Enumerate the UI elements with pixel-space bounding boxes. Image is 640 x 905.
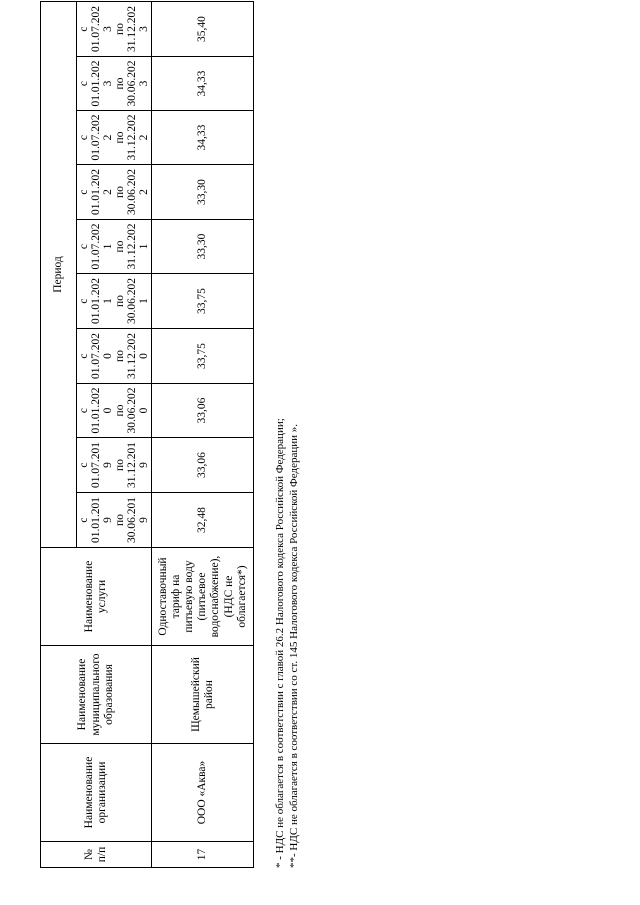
header-municipality: Наименование муниципального образования	[41, 646, 152, 744]
period-cell: с 01.01.2021 по 30.06.2021	[77, 274, 152, 329]
footnotes	[274, 418, 302, 868]
tariff-table	[40, 1, 254, 868]
period-cell: с 01.07.2021 по 31.12.2021	[77, 220, 152, 274]
header-row	[41, 2, 77, 868]
tariff-value: 33,30	[152, 220, 254, 274]
period-cell: с 01.07.2022 по 31.12.2022	[77, 111, 152, 165]
cell-service: Одноставочный тариф на питьевую воду (питьевое водоснабжение), (НДС не облагается*)	[152, 548, 254, 646]
tariff-value: 33,75	[152, 329, 254, 384]
header-service: Наименование услуги	[41, 548, 152, 646]
header-org: Наименование организации	[41, 744, 152, 842]
table-row	[152, 2, 254, 868]
footnote-2: **- НДС не облагается в соответствии со ст. 145 Налогового кодекса Российской Федерации ».	[287, 424, 300, 868]
cell-num: 17	[152, 842, 254, 868]
rotated-document	[40, 2, 300, 868]
header-period: Период	[41, 2, 77, 548]
tariff-value: 33,06	[152, 438, 254, 493]
cell-org: ООО «Аква»	[152, 744, 254, 842]
period-cell: с 01.07.2020 по 31.12.2020	[77, 329, 152, 384]
tariff-value: 33,75	[152, 274, 254, 329]
period-cell: с 01.07.2019 по 31.12.2019	[77, 438, 152, 493]
tariff-value: 35,40	[152, 2, 254, 57]
footnote-1: * - НДС не облагается в соответствии с главой 26.2 Налогового кодекса Российской Федерации;	[274, 418, 286, 868]
period-cell: с 01.01.2023 по 30.06.2023	[77, 57, 152, 111]
tariff-value: 34,33	[152, 57, 254, 111]
tariff-value: 34,33	[152, 111, 254, 165]
tariff-value: 33,06	[152, 384, 254, 438]
tariff-value: 32,48	[152, 493, 254, 548]
tariff-value: 33,30	[152, 165, 254, 220]
header-num: № п/п	[41, 842, 152, 868]
period-cell: с 01.01.2020 по 30.06.2020	[77, 384, 152, 438]
period-cell: с 01.01.2019 по 30.06.2019	[77, 493, 152, 548]
period-cell: с 01.07.2023 по 31.12.2023	[77, 2, 152, 57]
cell-municipality: Щемышейский район	[152, 646, 254, 744]
period-cell: с 01.01.2022 по 30.06.2022	[77, 165, 152, 220]
